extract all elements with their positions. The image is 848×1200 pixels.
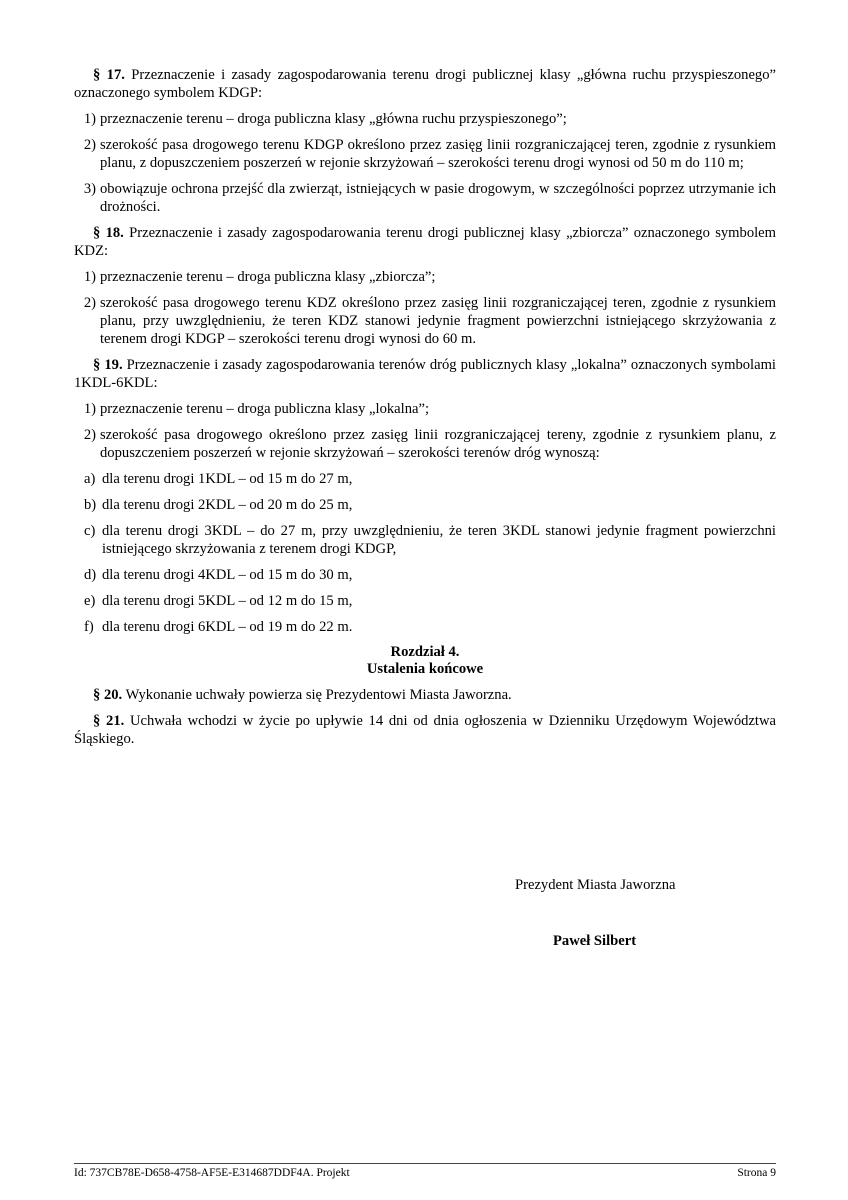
paragraph-20 bbox=[74, 686, 776, 704]
sub-list-item: a) dla terenu drogi 1KDL – od 15 m do 27 m, bbox=[84, 471, 353, 487]
list-item: 1) przeznaczenie terenu – droga publiczna klasy „zbiorcza”; bbox=[83, 269, 436, 285]
section-mark: § 17. bbox=[93, 67, 125, 83]
paragraph-text: Wykonanie uchwały powierza się Prezydentowi Miasta Jaworzna. bbox=[122, 687, 512, 703]
list-item: 2) szerokość pasa drogowego określono przez zasięg linii rozgraniczającej tereny, zgodnie z rysunkiem planu, z dopuszczeniem poszerzeń w rejonie skrzyżowań – szerokości terenów dróg wynoszą: bbox=[83, 427, 776, 461]
list-item: 1) przeznaczenie terenu – droga publiczna klasy „lokalna”; bbox=[83, 401, 430, 417]
paragraph-17 bbox=[74, 66, 776, 102]
section-mark: § 20. bbox=[93, 687, 123, 703]
section-mark: § 18. bbox=[93, 225, 124, 241]
paragraph-21 bbox=[74, 712, 776, 748]
sub-list-item: f) dla terenu drogi 6KDL – od 19 m do 22 m. bbox=[84, 619, 353, 635]
sub-list-item: e) dla terenu drogi 5KDL – od 12 m do 15 m, bbox=[84, 593, 353, 609]
chapter-title: Rozdział 4. bbox=[390, 644, 460, 660]
sub-list-item: c) dla terenu drogi 3KDL – do 27 m, przy uwzględnieniu, że teren 3KDL stanowi jedynie fragment powierzchni istniejącego skrzyżowania z terenem drogi KDGP, bbox=[84, 523, 776, 557]
signature-title: Prezydent Miasta Jaworzna bbox=[515, 877, 676, 893]
section-mark: § 21. bbox=[93, 713, 125, 729]
document-body bbox=[74, 66, 776, 756]
page-number: Strona 9 bbox=[737, 1167, 776, 1179]
chapter-heading bbox=[74, 644, 776, 678]
list-item: 1) przeznaczenie terenu – droga publiczna klasy „główna ruchu przyspieszonego”; bbox=[83, 111, 567, 127]
chapter-subtitle: Ustalenia końcowe bbox=[366, 661, 484, 677]
document-id: Id: 737CB78E-D658-4758-AF5E-E314687DDF4A. Projekt bbox=[74, 1167, 350, 1179]
footer-divider bbox=[74, 1163, 776, 1164]
paragraph-text: Uchwała wchodzi w życie po upływie 14 dni od dnia ogłoszenia w Dzienniku Urzędowym Województwa Śląskiego. bbox=[74, 713, 776, 747]
sub-list-item: b) dla terenu drogi 2KDL – od 20 m do 25 m, bbox=[84, 497, 353, 513]
signature-name: Paweł Silbert bbox=[553, 933, 637, 949]
paragraph-text: Przeznaczenie i zasady zagospodarowania terenów dróg publicznych klasy „lokalna” oznaczonych symbolami 1KDL-6KDL: bbox=[74, 357, 776, 391]
paragraph-19 bbox=[74, 356, 776, 392]
list-item: 2) szerokość pasa drogowego terenu KDGP określono przez zasięg linii rozgraniczającej teren, zgodnie z rysunkiem planu, z dopuszczeniem poszerzeń w rejonie skrzyżowań – szerokości terenu drogi wynosi od 50 m do 110 m; bbox=[83, 137, 776, 171]
paragraph-text: Przeznaczenie i zasady zagospodarowania terenu drogi publicznej klasy „główna ruchu przyspieszonego” oznaczonego symbolem KDGP: bbox=[74, 67, 776, 101]
page-footer bbox=[74, 1167, 776, 1179]
sub-list-item: d) dla terenu drogi 4KDL – od 15 m do 30 m, bbox=[84, 567, 353, 583]
paragraph-18 bbox=[74, 224, 776, 260]
list-item: 3) obowiązuje ochrona przejść dla zwierząt, istniejących w pasie drogowym, w szczególności poprzez utrzymanie ich drożności. bbox=[83, 181, 776, 215]
section-mark: § 19. bbox=[93, 357, 123, 373]
list-item: 2) szerokość pasa drogowego terenu KDZ określono przez zasięg linii rozgraniczającej teren, zgodnie z rysunkiem planu, przy uwzględnieniu, że teren KDZ stanowi jedynie fragment powierzchni istniejącego skrzyżowania z terenem drogi KDGP – szerokości terenu drogi wynosi do 60 m. bbox=[83, 295, 776, 347]
paragraph-text: Przeznaczenie i zasady zagospodarowania terenu drogi publicznej klasy „zbiorcza” oznaczonego symbolem KDZ: bbox=[74, 225, 776, 259]
